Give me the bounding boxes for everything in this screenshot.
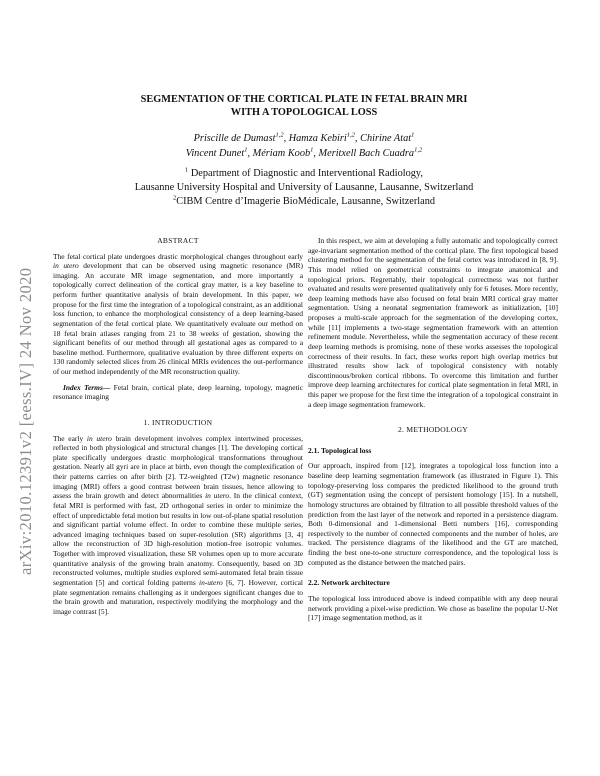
left-column: [53, 236, 303, 616]
author-name: Meritxell Bach Cuadra: [318, 147, 415, 159]
methodology-heading: 2. METHODOLOGY: [397, 425, 469, 435]
topological-loss-heading: 2.1. Topological loss: [308, 445, 372, 455]
affiliation-1-text: Department of Diagnostic and Interventional Radiology,: [190, 168, 423, 179]
affiliation-1-line-2: Lausanne University Hospital and University of Lausanne, Lausanne, Switzerland: [134, 182, 474, 194]
author-affiliation-sup: 1: [411, 131, 415, 139]
network-architecture-heading: 2.2. Network architecture: [308, 578, 390, 588]
author-name: Chirine Atat: [360, 133, 412, 144]
affiliation-1-line-1: [60, 167, 548, 181]
author-list: [80, 132, 528, 161]
introduction-text: The early in utero brain development involves complex intertwined processes, reflected in both physiological and structural changes [1]. The developing cortical plate specifically undergoes drastic morphological transformations throughout gestation. Nearly all gyri are in place at birth, even though the complexification of their patterns carries on after birth [2]. T2-weighted (T2w) magnetic resonance imaging (MRI) offers a good contrast between brain tissues, hence allowing to assess the brain growth and detect abnormalities in utero. In the clinical context, fetal MRI is performed with fast, 2D orthogonal series in order to minimize the effect of unpredictable fetal motion but results in low out-of-plane spatial resolution and significant partial volume effect. In order to combine these multiple series, advanced imaging techniques based on super-resolution (SR) algorithms [3, 4] allow the reconstruction of 3D high-resolution motion-free isotropic volumes. Together with improved visualization, these SR volumes open up to more accurate quantitative analysis of the growing brain anatomy. Consequently, based on 3D reconstructed volumes, multiple studies explored semi-automated fetal brain tissue segmentation [5] and cortical folding patterns in-utero [6, 7]. However, cortical plate segmentation remains challenging as it undergoes significant changes due to the brain growth and maturation, respectively modifying the morphology and the image contrast [5].: [53, 433, 304, 616]
right-column: [308, 236, 558, 623]
network-architecture-text: The topological loss introduced above is indeed compatible with any deep neural network providing a pixel-wise prediction. We chose as baseline the popular U-Net [17] image segmentation method, as it: [308, 593, 558, 623]
author-affiliation-sup: 1,2: [414, 146, 423, 154]
author-name: Vincent Dunet: [185, 147, 245, 159]
author-name: Mériam Koob: [252, 147, 311, 159]
abstract-text: The fetal cortical plate undergoes drastic morphological changes throughout early in utero development that can be observed using magnetic resonance (MR) imaging. An accurate MR image segmentation, and more importantly a topologically correct delineation of the cortical gray matter, is a key baseline to perform further quantitative analysis of brain development. In this paper, we propose for the first time the integration of a topological constraint, as an additional loss function, to enhance the morphological consistency of a deep learning-based segmentation of the fetal cortical plate. We quantitatively evaluate our method on 18 fetal brain atlases ranging from 21 to 38 weeks of gestation, showing the significant benefits of our method through all gestational ages as compared to a baseline method. Furthermore, qualitative evaluation by three different experts on 130 randomly selected slices from 26 clinical MRIs evidences the out-performance of our method independently of the MR reconstruction quality.: [53, 251, 303, 377]
author-name: Priscille de Dumast: [193, 133, 276, 144]
author-affiliation-sup: 1: [310, 146, 314, 154]
title-line-2: WITH A TOPOLOGICAL LOSS: [230, 106, 378, 118]
author-line-2: Vincent Dunet$^1$, Mériam Koob$^1$, Meritxell Bach Cuadra$^{1,2}$: [185, 146, 423, 159]
paper-title: [80, 94, 528, 119]
abstract-heading: ABSTRACT: [157, 236, 199, 245]
affiliations: [60, 167, 548, 210]
arxiv-identifier-stamp: arXiv:2010.12391v2 [eess.IV] 24 Nov 2020: [16, 267, 35, 575]
author-line-1: Priscille de Dumast$^{1,2}$, Hamza Kebiri$^{1,2}$, Chirine Atat$^1$: [193, 131, 415, 144]
author-affiliation-sup: 1: [244, 146, 248, 154]
index-terms-label: Index Terms—: [63, 382, 111, 392]
affiliation-1-sup: 1: [185, 166, 189, 174]
affiliation-2-sup: 2: [172, 194, 177, 202]
author-affiliation-sup: 1,2: [346, 131, 355, 139]
affiliation-2-text: CIBM Centre d’Imagerie BioMédicale, Lausanne, Switzerland: [176, 196, 436, 208]
introduction-heading: 1. INTRODUCTION: [143, 417, 213, 427]
introduction-continued-text: In this respect, we aim at developing a fully automatic and topologically correct age-invariant segmentation method of the cortical plate. The first topological based clustering method for the segmentation of the fetal cortex was introduced in [8, 9]. This model relied on geometrical constraints to integrate anatomical and topological priors. Regrettably, their topological correctness was not further evaluated and results were presented qualitatively only for 6 fetuses. More recently, deep learning methods have also focused on fetal brain MRI cortical gray matter segmentation. Using a neonatal segmentation framework as initialization, [10] proposes a multi-scale approach for the segmentation of the developing cortex, while [11] implements a two-stage segmentation framework with an attention refinement module. Nevertheless, while the segmentation accuracy of these recent deep learning methods is promising, none of these works assesses the topological correctness of their results. In fact, these works report high overlap metrics but illustrated results show lack of topological consistency with notably discontinuous/broken cortical ribbons. To overcome this limitation and further improve deep learning architectures for cortical plate segmentation in fetal MRI, in this paper we propose for the first time the integration of a topological constraint in a deep image segmentation framework.: [308, 236, 558, 409]
affiliation-2-line: [60, 195, 548, 209]
index-terms: [53, 383, 303, 402]
topological-loss-text: Our approach, inspired from [12], integrates a topological loss function into a baseline deep learning segmentation framework (as illustrated in Figure 1). This topology-preserving loss compares the predicted likelihood to the ground truth (GT) segmentation using the concept of persistent homology [15]. In a nutshell, homology structures are obtained by filtration to all possible threshold values of the prediction from the last layer of the network and reported in a persistence diagram. Both 0-dimensional and 1-dimensional Betti numbers [16], corresponding respectively to the number of connected components and the number of holes, are tracked. The persistence diagrams of the likelihood and the GT are matched, finding the best one-to-one structure correspondence, and the topological loss is computed as the distance between the matched pairs.: [308, 461, 558, 567]
author-name: Hamza Kebiri: [288, 133, 347, 144]
title-line-1: SEGMENTATION OF THE CORTICAL PLATE IN FETAL BRAIN MRI: [140, 94, 468, 105]
author-affiliation-sup: 1,2: [275, 131, 284, 139]
index-terms-text: Fetal brain, cortical plate, deep learning, topology, magnetic resonance imaging: [53, 382, 303, 402]
